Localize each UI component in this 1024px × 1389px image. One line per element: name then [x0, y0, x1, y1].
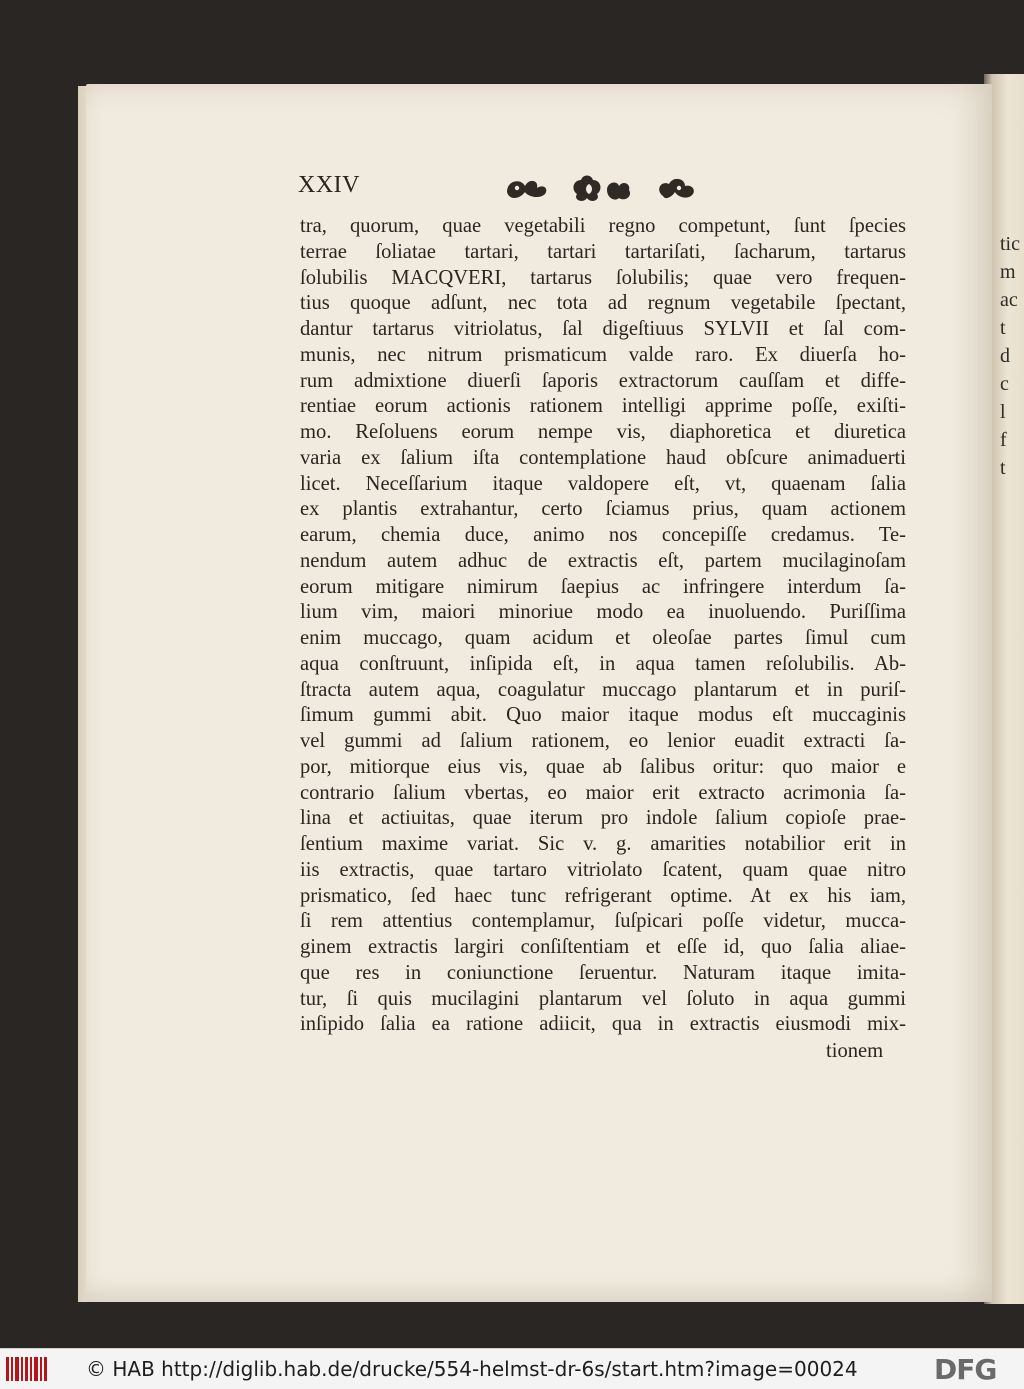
text-line: ſentium maxime variat. Sic v. g. amarities notabilior erit in: [300, 833, 906, 855]
facing-page-fragment: l: [1000, 402, 1006, 422]
ornament-icon: [503, 170, 703, 206]
text-line: varia ex ſalium iſta contemplatione haud obſcure animaduerti: [300, 446, 906, 469]
text-line: ſimum gummi abit. Quo maior itaque modus eſt muccaginis: [300, 704, 906, 727]
text-line: aqua conſtruunt, inſipida eſt, in aqua tamen reſolubilis. Ab-: [300, 652, 906, 675]
facing-page-fragment: ac: [1000, 290, 1018, 310]
facing-page-fragment: t: [1000, 318, 1006, 338]
text-line: mo. Reſoluens eorum nempe vis, diaphoretica et diuretica: [300, 421, 906, 443]
body-text: [300, 214, 906, 1038]
text-line: rum admixtione diuerſi ſaporis extractorum cauſſam et diffe-: [300, 369, 906, 392]
text-line: iis extractis, quae tartaro vitriolato ſcatent, quam quae nitro: [300, 858, 906, 881]
catchword: tionem: [826, 1040, 884, 1062]
text-line: licet. Neceſſarium itaque valdopere eſt, vt, quaenam ſalia: [300, 472, 906, 495]
facing-page-fragment: c: [1000, 374, 1009, 394]
facing-page-fragment: m: [1000, 262, 1016, 282]
text-line: prismatico, ſed haec tunc refrigerant optime. At ex his iam,: [300, 884, 906, 907]
text-line: eorum mitigare nimirum ſaepius ac infringere interdum ſa-: [300, 575, 906, 598]
copyright-url[interactable]: © HAB http://diglib.hab.de/drucke/554-helmst-dr-6s/start.htm?image=00024: [86, 1357, 858, 1381]
text-line: por, mitiorque eius vis, quae ab ſalibus oritur: quo maior e: [300, 755, 906, 778]
text-line: enim muccago, quam acidum et oleoſae partes ſimul cum: [300, 627, 906, 649]
text-line: ſi rem attentius contemplamur, ſuſpicari poſſe videtur, mucca-: [300, 910, 906, 933]
barcode-icon: [6, 1355, 50, 1383]
text-line: munis, nec nitrum prismaticum valde raro. Ex diuerſa ho-: [300, 343, 906, 366]
text-line: ginem extractis largiri conſiſtentiam et eſſe id, quo ſalia aliae-: [300, 936, 906, 958]
text-line: rentiae eorum actionis rationem intelligi apprime poſſe, exiſti-: [300, 395, 906, 418]
text-line: vel gummi ad ſalium rationem, eo lenior euadit extracti ſa-: [300, 730, 906, 752]
text-line: lium vim, maiori minoriue modo ea inuoluendo. Puriſſima: [300, 601, 906, 624]
text-line: contrario ſalium vbertas, eo maior erit extracto acrimonia ſa-: [300, 781, 906, 804]
text-line: tur, ſi quis mucilagini plantarum vel ſoluto in aqua gummi: [300, 987, 906, 1010]
text-line: dantur tartarus vitriolatus, ſal digeſtiuus SYLVII et ſal com-: [300, 318, 906, 340]
text-line: ſolubilis MACQVERI, tartarus ſolubilis; quae vero frequen-: [300, 266, 906, 289]
footer-bar: [0, 1348, 1024, 1389]
text-line: terrae ſoliatae tartari, tartari tartariſati, ſacharum, tartarus: [300, 240, 906, 263]
page-number: XXIV: [298, 172, 360, 198]
text-line: que res in coniunctione ſeruentur. Naturam itaque imita-: [300, 961, 906, 984]
page-header: [298, 172, 908, 210]
text-line: ſtracta autem aqua, coagulatur muccago plantarum et in puriſ-: [300, 678, 906, 701]
text-line: earum, chemia duce, animo nos concepiſſe credamus. Te-: [300, 524, 906, 546]
facing-page-fragment: f: [1000, 430, 1007, 450]
text-line: tra, quorum, quae vegetabili regno competunt, ſunt ſpecies: [300, 215, 906, 237]
facing-page-fragment: t: [1000, 458, 1006, 478]
text-line: ex plantis extrahantur, certo ſciamus prius, quam actionem: [300, 498, 906, 521]
text-line: lina et actiuitas, quae iterum pro indole ſalium copioſe prae-: [300, 807, 906, 830]
facing-page-fragment: d: [1000, 346, 1010, 366]
dfg-logo: DFG: [934, 1353, 997, 1386]
text-line: inſipido ſalia ea ratione adiicit, qua in extractis eiusmodi mix-: [300, 1013, 906, 1036]
text-line: tius quoque adſunt, nec tota ad regnum vegetabile ſpectant,: [300, 292, 906, 315]
facing-page-fragment: tic: [1000, 234, 1020, 254]
text-line: nendum autem adhuc de extractis eſt, partem mucilaginoſam: [300, 549, 906, 572]
